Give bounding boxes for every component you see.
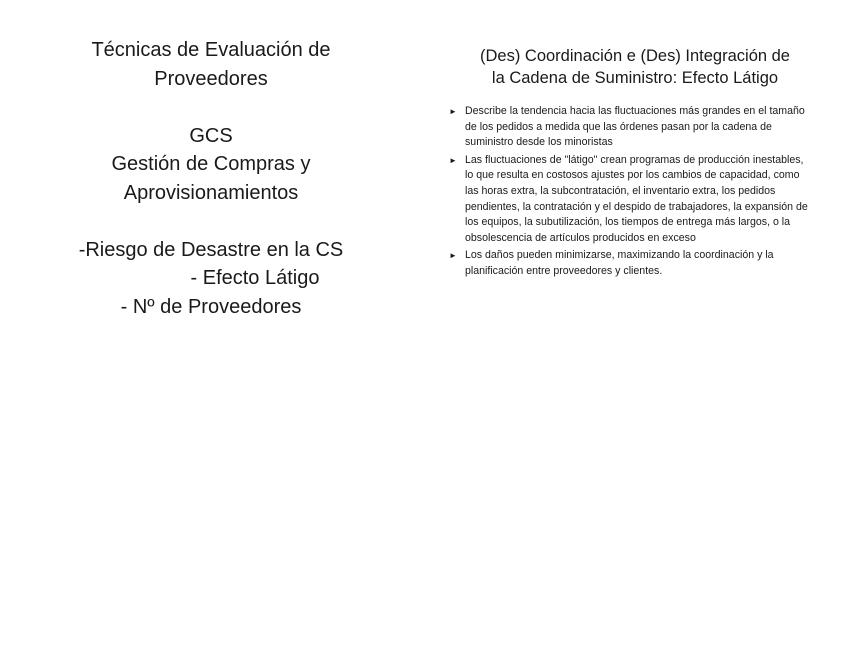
bullet-text: Describe la tendencia hacia las fluctuaciones más grandes en el tamaño de los pedidos a medida que las órdenes pasan por la cadena de suministro desde los minoristas <box>465 105 805 149</box>
topic-bullwhip-effect: - Efecto Látigo <box>190 267 320 289</box>
topics-spacer <box>40 207 382 236</box>
bullet-item <box>446 153 812 247</box>
bullet-arrow-icon: ► <box>449 155 457 165</box>
topic-disaster-risk: -Riesgo de Desastre en la CS <box>78 238 344 261</box>
subject-name-line-1: Gestión de Compras y <box>111 153 311 175</box>
slide-heading-line-1: (Des) Coordinación e (Des) Integración de <box>480 47 790 65</box>
subject-code: GCS <box>189 124 233 147</box>
title-spacer <box>40 93 382 122</box>
bullet-item <box>446 248 812 279</box>
title-line-1: Técnicas de Evaluación de <box>91 39 331 61</box>
slide-heading <box>452 45 818 89</box>
bullet-item <box>446 104 812 151</box>
slide-heading-line-2: la Cadena de Suministro: Efecto Látigo <box>491 69 779 87</box>
topic-number-of-suppliers: - Nº de Proveedores <box>120 295 302 318</box>
bullet-list <box>446 104 812 282</box>
title-line-2: Proveedores <box>154 67 268 90</box>
bullet-text: Los daños pueden minimizarse, maximizando la coordinación y la planificación entre proveedores y clientes. <box>465 249 774 277</box>
subject-name-line-2: Aprovisionamientos <box>123 181 299 204</box>
title-block <box>40 36 382 321</box>
bullet-arrow-icon: ► <box>449 251 457 261</box>
bullet-text: Las fluctuaciones de "látigo" crean programas de producción inestables, lo que resulta en costosos ajustes por los cambios de capacidad, como las horas extra, la subcontratación, el inventario extra, los pedidos pendientes, la contratación y el despido de trabajadores, la expansión de los equipos, la subutilización, los tiempos de entrega más largos, o la obsolescencia de artículos producidos en exceso <box>465 153 808 244</box>
bullet-arrow-icon: ► <box>449 107 457 116</box>
